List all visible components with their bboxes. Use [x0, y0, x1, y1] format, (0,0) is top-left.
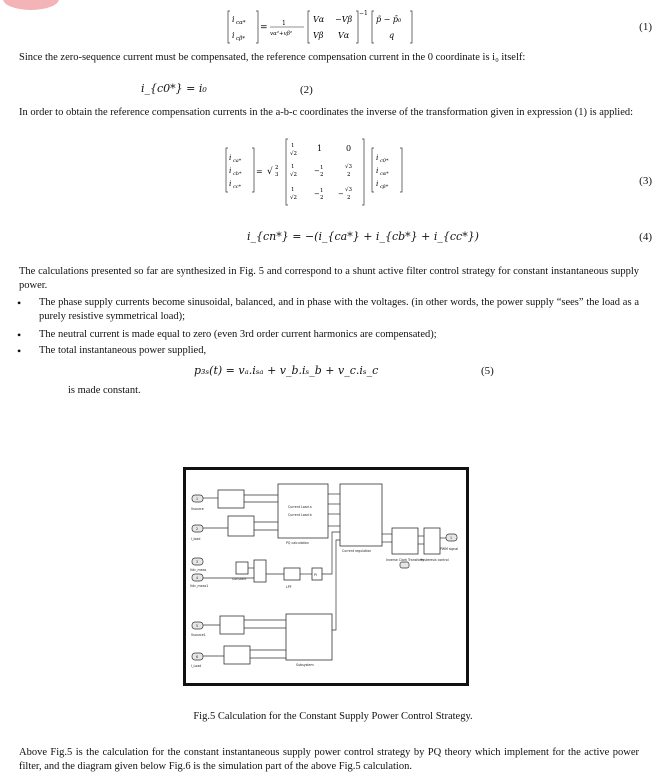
paragraph-3: The calculations presented so far are synthesized in Fig. 5 and correspond to a shunt active filter control strategy for constant instantaneous supply power.	[19, 266, 639, 291]
paragraph-1: Since the zero-sequence current must be compensated, the reference compensation current in the 0 coordinate is i₀ itself:	[19, 52, 526, 63]
svg-text:LPF: LPF	[286, 585, 292, 589]
svg-text:1: 1	[291, 187, 295, 193]
svg-text:Vsource1: Vsource1	[191, 633, 206, 637]
hysteresis-block	[420, 528, 449, 562]
svg-text:Vsource: Vsource	[191, 507, 204, 511]
input-port-6	[191, 653, 203, 668]
svg-text:ca*: ca*	[233, 158, 242, 164]
svg-text:√2: √2	[290, 195, 298, 201]
svg-text:cα*: cα*	[380, 171, 389, 177]
bullet-icon: •	[17, 344, 22, 358]
svg-text:I_Load: I_Load	[191, 664, 202, 668]
svg-text:Vdc_meas1: Vdc_meas1	[190, 584, 209, 588]
svg-text:Vβ: Vβ	[313, 31, 324, 40]
svg-text:cc*: cc*	[233, 184, 242, 190]
svg-text:Current regulation: Current regulation	[342, 549, 372, 553]
svg-text:i: i	[229, 166, 232, 175]
figure-5-diagram	[186, 470, 466, 683]
svg-text:1: 1	[282, 20, 286, 27]
svg-text:Inverse Clark Transform: Inverse Clark Transform	[386, 558, 424, 562]
svg-text:−1: −1	[359, 10, 368, 17]
equation-2: i_{c0*} = i₀	[141, 82, 207, 95]
svg-text:PQ calculation: PQ calculation	[286, 541, 309, 545]
svg-text:1: 1	[320, 188, 324, 194]
svg-text:√3: √3	[345, 164, 353, 170]
equation-1-number: (1)	[639, 21, 652, 33]
svg-text:Vα: Vα	[338, 31, 350, 40]
svg-text:1: 1	[291, 143, 295, 149]
svg-text:Hysteresis control: Hysteresis control	[420, 558, 449, 562]
svg-text:I_load: I_load	[191, 537, 201, 541]
svg-text:c0*: c0*	[380, 158, 389, 164]
input-port-4	[190, 574, 208, 588]
svg-text:=: =	[256, 167, 263, 176]
paragraph-4: is made constant.	[68, 385, 141, 396]
equation-5-number: (5)	[481, 365, 494, 377]
svg-text:1: 1	[320, 165, 324, 171]
svg-text:2: 2	[320, 195, 324, 201]
svg-text:√2: √2	[290, 172, 298, 178]
svg-text:3: 3	[275, 172, 279, 178]
svg-text:i: i	[232, 15, 235, 24]
svg-text:−: −	[338, 190, 344, 198]
svg-text:q: q	[389, 31, 395, 40]
svg-text:Current Load b: Current Load b	[288, 513, 312, 517]
svg-text:−Vβ: −Vβ	[335, 15, 353, 24]
svg-text:Vα: Vα	[313, 15, 325, 24]
svg-text:5: 5	[196, 624, 199, 628]
svg-text:√: √	[267, 167, 273, 177]
svg-text:2: 2	[347, 195, 351, 201]
equation-2-number: (2)	[300, 84, 313, 96]
equation-5: p₃ₛ(t) = vₐ.iₛₐ + v_b.iₛ_b + v_c.iₛ_c	[194, 364, 379, 377]
inverse-clarke-block	[386, 528, 424, 562]
bullet-icon: •	[17, 296, 22, 310]
svg-text:cα*: cα*	[236, 20, 246, 26]
svg-text:cb*: cb*	[233, 171, 242, 177]
svg-text:3: 3	[196, 560, 199, 564]
svg-text:−: −	[314, 190, 320, 198]
input-port-2	[191, 525, 203, 541]
output-port	[440, 534, 458, 551]
svg-text:=: =	[260, 23, 268, 33]
pq-calculation-block	[278, 484, 328, 545]
svg-text:6: 6	[196, 655, 199, 659]
svg-text:√2: √2	[290, 151, 298, 157]
svg-text:p̃ − p̄₀: p̃ − p̄₀	[376, 15, 402, 24]
current-regulation-block	[340, 484, 382, 553]
svg-text:PI: PI	[314, 573, 317, 577]
bullet-icon: •	[17, 328, 22, 342]
input-port-1	[191, 495, 204, 511]
equation-1-graphic	[226, 8, 416, 46]
svg-text:cβ*: cβ*	[236, 36, 246, 42]
svg-text:Subsystem: Subsystem	[296, 663, 314, 667]
equation-4: i_{cn*} = −(i_{ca*} + i_{cb*} + i_{cc*})	[247, 230, 479, 243]
svg-text:cβ*: cβ*	[380, 184, 389, 190]
svg-text:1: 1	[196, 497, 199, 501]
svg-text:1: 1	[317, 144, 323, 153]
equation-3-graphic	[224, 136, 404, 208]
svg-text:4: 4	[196, 576, 199, 580]
equation-4-number: (4)	[639, 231, 652, 243]
svg-text:1: 1	[291, 164, 295, 170]
svg-text:√3: √3	[345, 187, 353, 193]
svg-text:Current Load a: Current Load a	[288, 505, 312, 509]
svg-text:−: −	[314, 167, 320, 175]
svg-text:2: 2	[347, 172, 351, 178]
subsystem-block	[286, 614, 332, 667]
equation-3	[224, 136, 404, 208]
svg-text:0: 0	[346, 144, 352, 153]
equation-1	[226, 8, 416, 46]
input-port-3	[190, 558, 207, 572]
figure-5-frame	[183, 467, 469, 686]
corner-decoration	[3, 0, 59, 10]
svg-text:i: i	[232, 31, 235, 40]
equation-3-number: (3)	[639, 175, 652, 187]
input-port-5	[191, 622, 206, 637]
svg-text:Vdc_meas: Vdc_meas	[190, 568, 207, 572]
svg-text:PWM signal: PWM signal	[440, 547, 459, 551]
svg-text:1: 1	[450, 536, 453, 540]
svg-text:2: 2	[275, 165, 279, 171]
svg-text:i: i	[229, 179, 232, 188]
svg-text:2: 2	[196, 527, 199, 531]
svg-text:i: i	[376, 179, 379, 188]
svg-text:i: i	[376, 153, 379, 162]
svg-text:i: i	[229, 153, 232, 162]
figure-caption: Fig.5 Calculation for the Constant Supply Power Control Strategy.	[193, 711, 473, 722]
svg-text:i: i	[376, 166, 379, 175]
paragraph-5: Above Fig.5 is the calculation for the constant instantaneous supply power control strategy by PQ theory which implement for the active power filter, and the diagram given below Fig.6 is the simulation part of the above Fig.5 calculation.	[19, 747, 639, 772]
svg-text:2: 2	[320, 172, 324, 178]
svg-text:vα²+vβ²: vα²+vβ²	[270, 31, 293, 37]
paragraph-2: In order to obtain the reference compensation currents in the a-b-c coordinates the inverse of the transformation given in expression (1) is applied:	[19, 107, 634, 118]
svg-text:Constant: Constant	[232, 577, 247, 581]
